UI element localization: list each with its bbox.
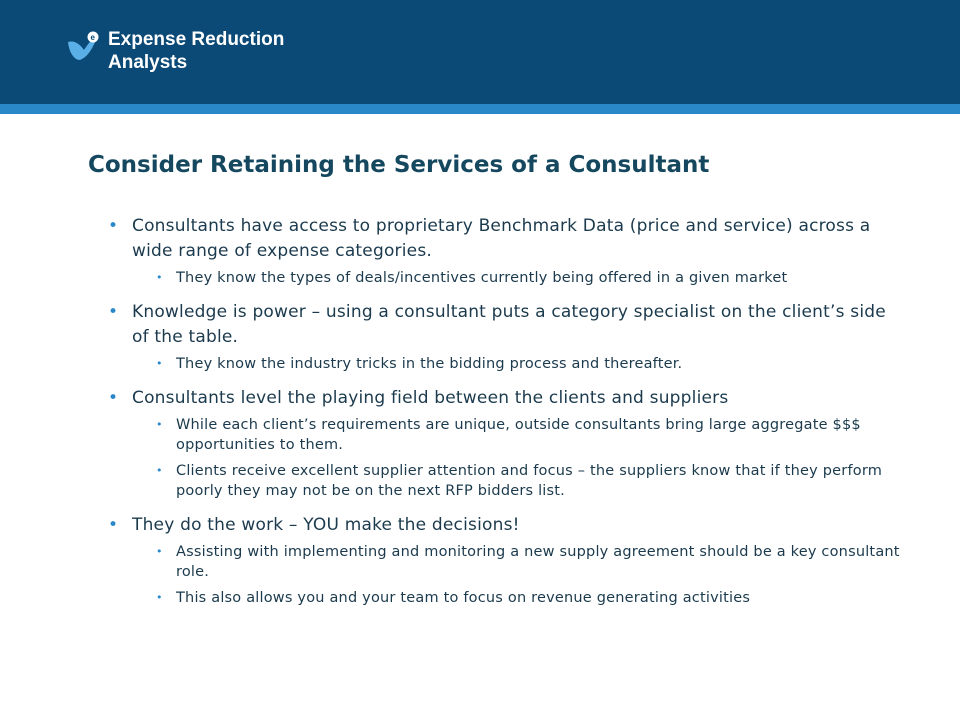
- bullet-text: • Consultants have access to proprietary Benchmark Data (price and service) across a wide range of expense categories.: [108, 214, 908, 264]
- bullet-text: • They do the work – YOU make the decisions!: [108, 513, 908, 538]
- company-logo: [66, 28, 284, 74]
- header-accent-rule: [0, 104, 960, 114]
- logo-wordmark: [108, 28, 284, 74]
- bullet-text: • Knowledge is power – using a consultant puts a category specialist on the client’s side of the table.: [108, 300, 908, 350]
- sub-bullet: • Clients receive excellent supplier attention and focus – the suppliers know that if they perform poorly they may not be on the next RFP bidders list.: [108, 461, 908, 501]
- svg-text:e: e: [90, 33, 95, 42]
- header-bar: [0, 0, 960, 104]
- logo-line-1: Expense Reduction: [108, 29, 285, 50]
- bullet-item: [108, 513, 908, 608]
- sub-bullet: • This also allows you and your team to focus on revenue generating activities: [108, 588, 908, 608]
- sub-bullet: • While each client’s requirements are unique, outside consultants bring large aggregate $$$ opportunities to them.: [108, 415, 908, 455]
- bullet-item: [108, 386, 908, 501]
- sub-bullet-list: [108, 268, 908, 288]
- bullet-text: • Consultants level the playing field between the clients and suppliers: [108, 386, 908, 411]
- sub-bullet-list: [108, 354, 908, 374]
- sub-bullet: • They know the industry tricks in the bidding process and thereafter.: [108, 354, 908, 374]
- logo-line-2: Analysts: [108, 52, 188, 73]
- sub-bullet: • Assisting with implementing and monitoring a new supply agreement should be a key consultant role.: [108, 542, 908, 582]
- bullet-item: [108, 214, 908, 288]
- sub-bullet-list: [108, 542, 908, 608]
- sub-bullet: • They know the types of deals/incentives currently being offered in a given market: [108, 268, 908, 288]
- bullet-item: [108, 300, 908, 374]
- slide-title: Consider Retaining the Services of a Consultant: [88, 152, 710, 178]
- sub-bullet-list: [108, 415, 908, 501]
- bullet-list: [108, 214, 908, 620]
- bird-logo-icon: [66, 30, 102, 66]
